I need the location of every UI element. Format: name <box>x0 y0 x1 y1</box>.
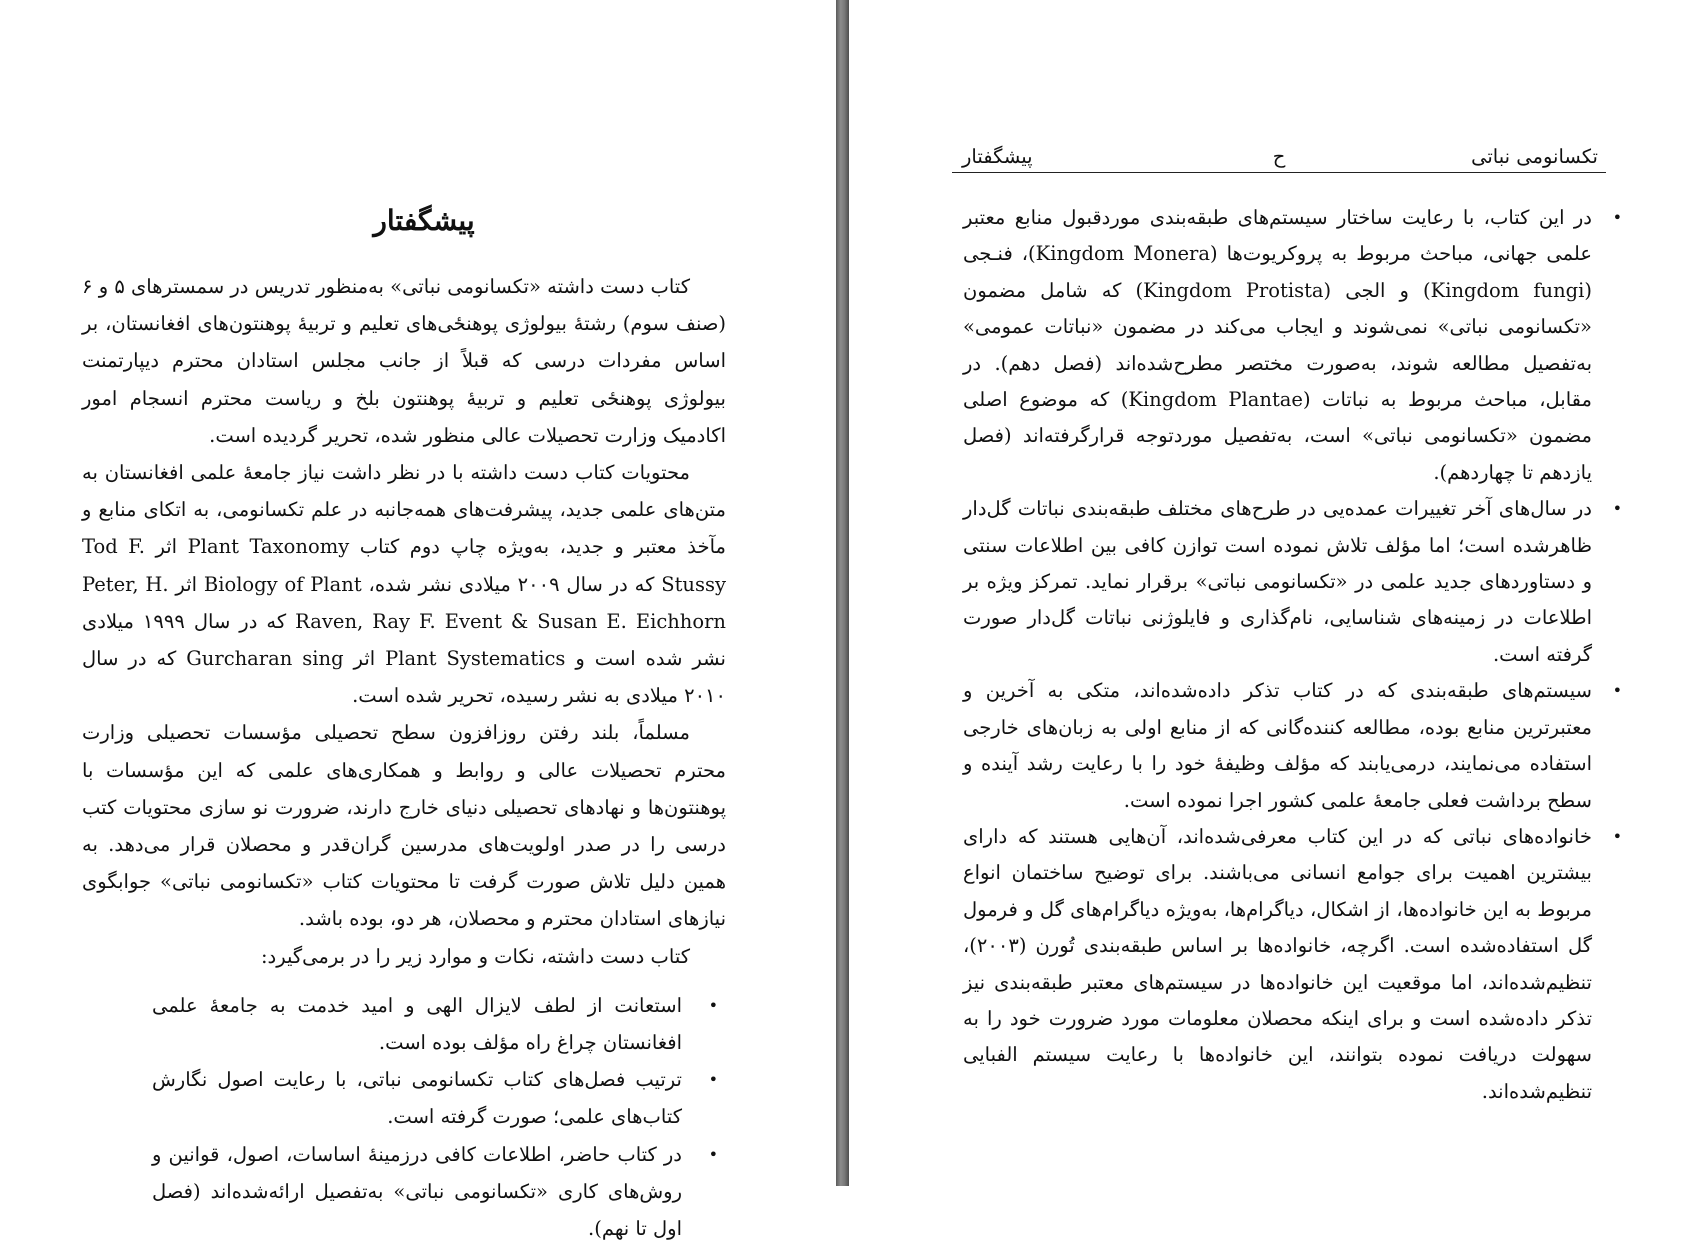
page-spread-gutter <box>836 0 849 1186</box>
header-chapter-title: پیشگفتار <box>962 145 1033 168</box>
list-item-text: در این کتاب، با رعایت ساختار سیستم‌های طبقه‌بندی موردقبول منابع معتبر علمی جهانی، مباحث مربوط به پروکریوت‌ها (Kingdom Monera)، فنـجی (Kingdom fungi) و الجی (Kingdom Protista) که شامل مضمون «تکسانومی نباتی» نمی‌شوند و ایجاب می‌کند در مضمون «نباتات عمومی» به‌تفصیل مطالعه شوند، به‌صورت مختصر مطرح‌شده‌اند (فصل دهم). در مقابل، مباحث مربوط به نباتات (Kingdom Plantae) که موضوع اصلی مضمون «تکسانومی نباتی» است، به‌تفصیل موردتوجه قرارگرفته‌اند (فصل یازدهم تا چهاردهم). <box>963 206 1593 484</box>
page-title: پیشگفتار <box>373 204 475 237</box>
list-item-text: استعانت از لطف لایزال الهی و امید خدمت به جامعهٔ علمی افغانستان چراغ راه مؤلف بوده است. <box>152 993 682 1055</box>
list-item <box>152 987 718 1061</box>
bullet-icon: • <box>708 1144 718 1164</box>
list-item-text: در کتاب حاضر، اطلاعات کافی درزمینهٔ اساسات، اصول، قوانین و روش‌های کاری «تکسانومی نباتی» به‌تفصیل ارائه‌شده‌اند (فصل اول تا نهم). <box>152 1142 682 1241</box>
header-book-title: تکسانومی نباتی <box>1471 145 1598 168</box>
list-item <box>963 200 1622 491</box>
paragraph: مسلماً، بلند رفتن روزافزون سطح تحصیلی مؤسسات تحصیلی وزارت محترم تحصیلات عالی و روابط و همکاری‌های علمی که این مؤسسات با پوهنتون‌ها و نهادهای تحصیلی دنیای خارج دارند، ضرورت نو سازی محتویات کتب درسی را در صدر اولویت‌های مدرسین گران‌قدر و محصلان قرار می‌دهد. به همین دلیل تلاش صورت گرفت تا محتویات کتاب «تکسانومی نباتی» جوابگوی نیازهای استادان محترم و محصلان، هر دو، بوده باشد. <box>82 721 726 931</box>
list-item-text: در سال‌های آخر تغییرات عمده‌یی در طرح‌های مختلف طبقه‌بندی نباتات گل‌دار ظاهرشده است؛ اما مؤلف تلاش نموده است توازن کافی بین اطلاعات سنتی و دستاوردهای جدید علمی در «تکسانومی نباتی» برقرار نماید. تمرکز ویژه بر اطلاعات در زمینه‌های شناسایی، نام‌گذاری و فایلوژنی نباتات گل‌دار صورت گرفته است. <box>963 497 1592 666</box>
list-item <box>963 491 1622 673</box>
bullet-list <box>963 200 1622 1110</box>
paragraph: محتویات کتاب دست داشته با در نظر داشت نیاز جامعهٔ علمی افغانستان به متن‌های علمی جدید، پیشرفت‌های همه‌جانبه در علم تکسانومی، به اتکای منابع و مآخذ معتبر و جدید، به‌ویژه چاپ دوم کتاب Plant Taxonomy اثر Tod F. Stussy که در سال ۲۰۰۹ میلادی نشر شده، Biology of Plant اثر Peter, H. Raven, Ray F. Event & Susan E. Eichhorn که در سال ۱۹۹۹ میلادی نشر شده است و Plant Systematics اثر Gurcharan sing که در سال ۲۰۱۰ میلادی به نشر رسیده، تحریر شده است. <box>82 461 727 708</box>
list-item <box>963 673 1622 819</box>
list-item-text: سیستم‌های طبقه‌بندی که در کتاب تذکر داده‌شده‌اند، متکی به آخرین و معتبرترین منابع بوده، مطالعه کننده‌گانی که از منابع اولی به زبان‌های خارجی استفاده می‌نمایند، درمی‌یابند که مؤلف وظیفهٔ خود را با رعایت رشد آینده و سطح برداشت فعلی جامعهٔ علمی کشور اجرا نموده است. <box>963 679 1592 812</box>
left-page <box>0 0 836 1241</box>
bullet-icon: • <box>1612 208 1622 227</box>
bullet-icon: • <box>1612 499 1622 519</box>
right-page <box>849 0 1683 1186</box>
bullet-icon: • <box>1612 681 1622 701</box>
bullet-icon: • <box>708 995 718 1015</box>
list-item <box>963 819 1622 1110</box>
list-item <box>152 1061 718 1135</box>
bullet-icon: • <box>708 1070 718 1090</box>
header-page-number: ح <box>1272 145 1286 168</box>
running-header <box>952 138 1606 173</box>
list-item-text: ترتیب فصل‌های کتاب تکسانومی نباتی، با رعایت اصول نگارش کتاب‌های علمی؛ صورت گرفته است. <box>152 1068 682 1129</box>
list-item-text: خانواده‌های نباتی که در این کتاب معرفی‌شده‌اند، آن‌هایی هستند که دارای بیشترین اهمیت برای جوامع انسانی می‌باشند. برای توضیح ساختمان انواع مربوط به این خانواده‌ها، از اشکال، دیاگرام‌ها، به‌ویژه دیاگرام‌های گل و فرمول گل استفاده‌شده است. اگرچه، خانواده‌ها بر اساس طبقه‌بندی تُورن (۲۰۰۳)، تنظیم‌شده‌اند، اما موقعیت این خانواده‌ها در سیستم‌های معتبر طبقه‌بندی نیز تذکر داده‌شده است و برای اینکه محصلان معلومات مورد ضرورت خود را به سهولت دریافت نموده بتوانند، این خانواده‌ها با رعایت سیستم الفبایی تنظیم‌شده‌اند. <box>963 824 1592 1103</box>
bullet-icon: • <box>1612 826 1622 846</box>
right-page-content <box>963 200 1622 1110</box>
left-page-content <box>82 196 726 1247</box>
paragraph: کتاب دست داشته «تکسانومی نباتی» به‌منظور تدریس در سمسترهای ۵ و ۶ (صنف سوم) رشتهٔ بیولوژی پوهنځی‌های تعلیم و تربیهٔ پوهنتون‌های افغانستان، بر اساس مفردات درسی که قبلاً از جانب مجلس استادان محترم دیپارتمنت بیولوژی پوهنځی تعلیم و تربیهٔ پوهنتون بلخ و ریاست محترم انسجام امور اکادمیک وزارت تحصیلات عالی منظور شده، تحریر گردیده است. <box>82 275 726 447</box>
bullet-list <box>82 987 726 1247</box>
paragraph: کتاب دست داشته، نکات و موارد زیر را در برمی‌گیرد: <box>260 944 690 968</box>
list-item <box>152 1136 718 1247</box>
